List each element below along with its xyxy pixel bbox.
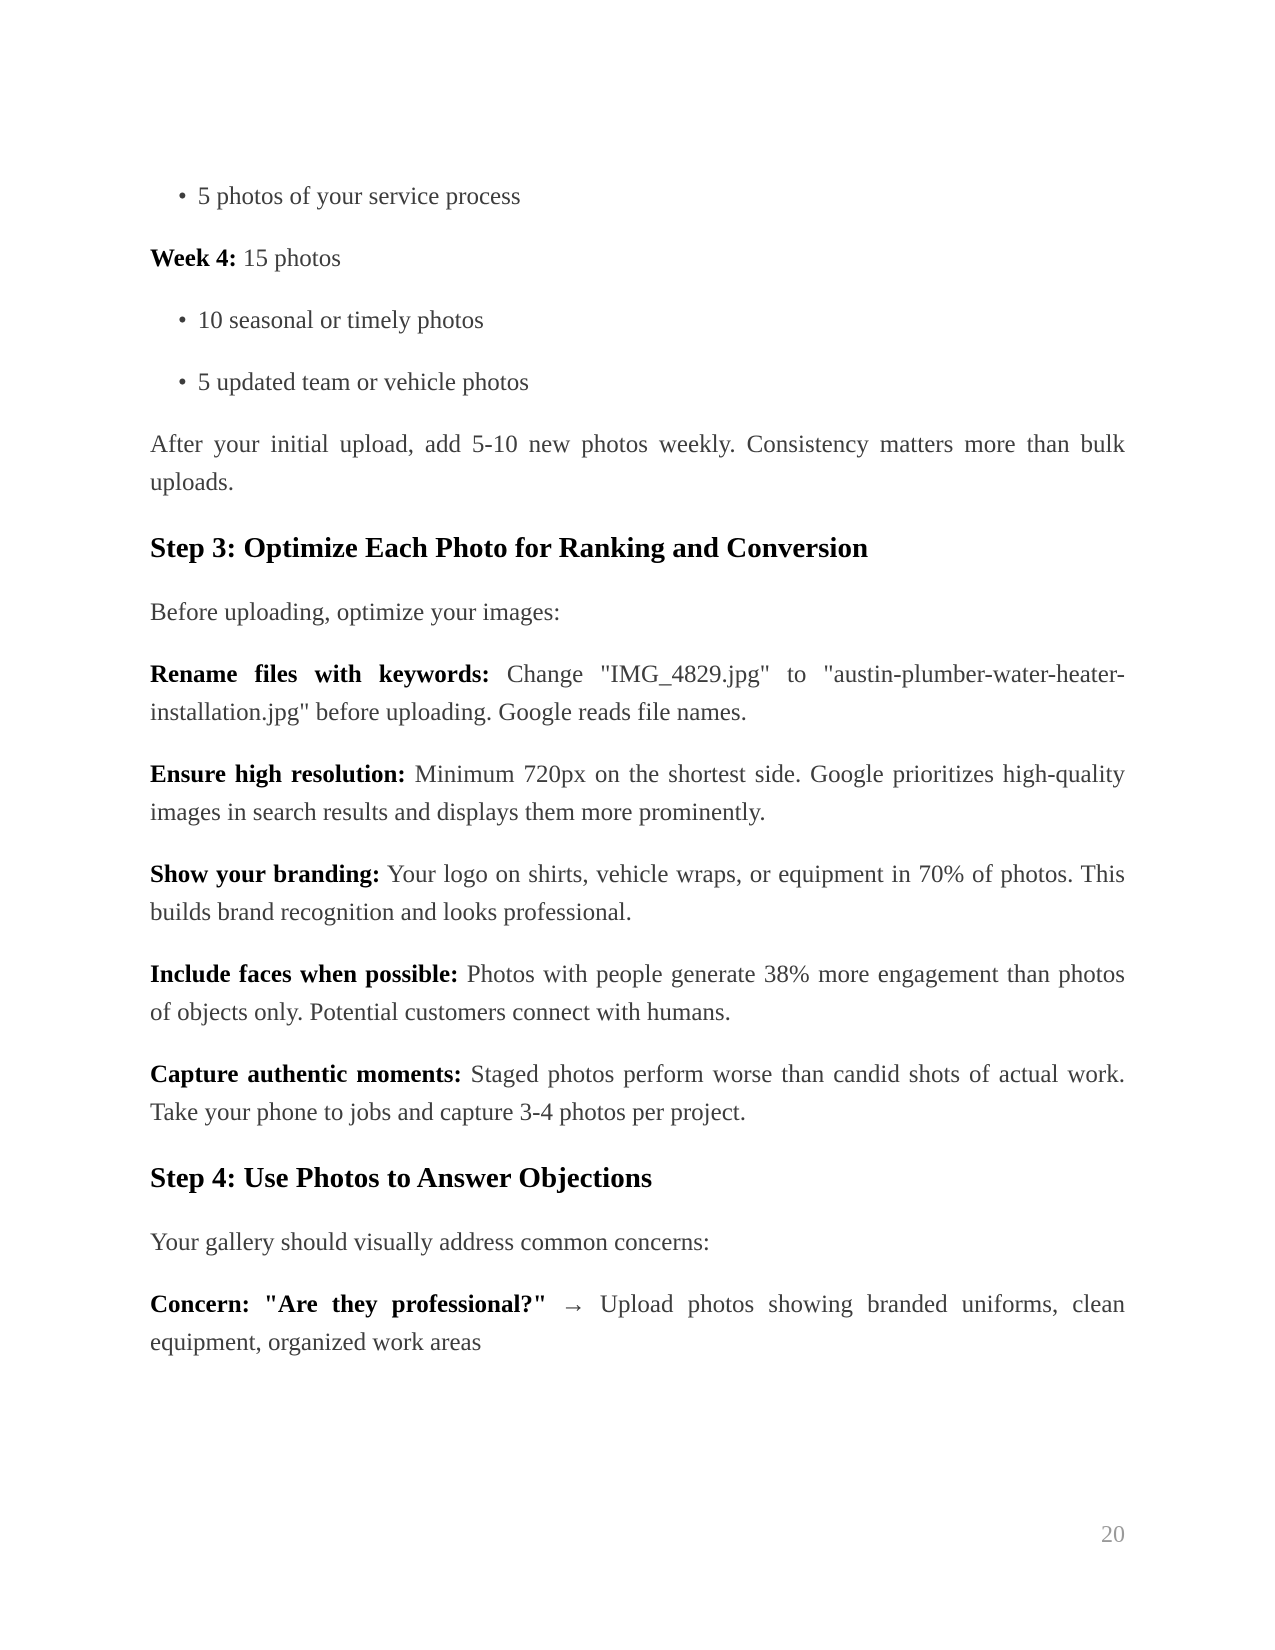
concern-professional — [150, 1286, 1125, 1362]
week4-label: Week 4: — [150, 245, 237, 272]
heading-step-3: Step 3: Optimize Each Photo for Ranking and Conversion — [150, 532, 869, 564]
bullet-icon: • — [178, 307, 187, 334]
tip-show-branding — [150, 856, 1125, 932]
bullet-text: 5 photos of your service process — [197, 183, 521, 210]
bullet-icon: • — [178, 183, 187, 210]
tip-high-resolution-text: Minimum 720px on the shortest side. Google prioritizes high-quality images in search results and displays them more prominently. — [150, 761, 1125, 826]
tip-rename-files-label: Rename files with keywords: — [150, 661, 490, 688]
heading-step-4: Step 4: Use Photos to Answer Objections — [150, 1162, 653, 1194]
tip-high-resolution — [150, 756, 1125, 832]
tip-high-resolution-label: Ensure high resolution: — [150, 761, 406, 788]
page-number: 20 — [1101, 1522, 1125, 1548]
tip-show-branding-text: Your logo on shirts, vehicle wraps, or equipment in 70% of photos. This builds brand recognition and looks professional. — [150, 861, 1125, 926]
week4-line — [150, 240, 1125, 278]
concern-professional-text: → Upload photos showing branded uniforms, clean equipment, organized work areas — [150, 1291, 1126, 1356]
bullet-item — [150, 178, 1125, 216]
paragraph-before-uploading: Before uploading, optimize your images: — [150, 599, 561, 626]
tip-rename-files — [150, 656, 1125, 732]
bullet-text: 10 seasonal or timely photos — [197, 307, 484, 334]
concern-professional-label: Concern: "Are they professional?" — [150, 1291, 547, 1318]
paragraph-gallery-concerns: Your gallery should visually address common concerns: — [150, 1229, 710, 1256]
tip-authentic-moments — [150, 1056, 1125, 1132]
tip-include-faces-label: Include faces when possible: — [150, 961, 459, 988]
week4-value: 15 photos — [236, 245, 341, 272]
bullet-icon: • — [178, 369, 187, 396]
tip-authentic-moments-text: Staged photos perform worse than candid shots of actual work. Take your phone to jobs and capture 3-4 photos per project. — [150, 1061, 1125, 1126]
paragraph-consistency: After your initial upload, add 5-10 new photos weekly. Consistency matters more than bulk uploads. — [150, 431, 1125, 496]
bullet-item — [150, 364, 1125, 402]
tip-rename-files-text: Change "IMG_4829.jpg" to "austin-plumber-water-heater-installation.jpg" before uploading. Google reads file names. — [150, 661, 1125, 726]
page-content — [150, 178, 1125, 1362]
bullet-text: 5 updated team or vehicle photos — [197, 369, 529, 396]
tip-include-faces — [150, 956, 1125, 1032]
bullet-item — [150, 302, 1125, 340]
tip-authentic-moments-label: Capture authentic moments: — [150, 1061, 462, 1088]
tip-include-faces-text: Photos with people generate 38% more engagement than photos of objects only. Potential customers connect with humans. — [150, 961, 1125, 1026]
tip-show-branding-label: Show your branding: — [150, 861, 381, 888]
